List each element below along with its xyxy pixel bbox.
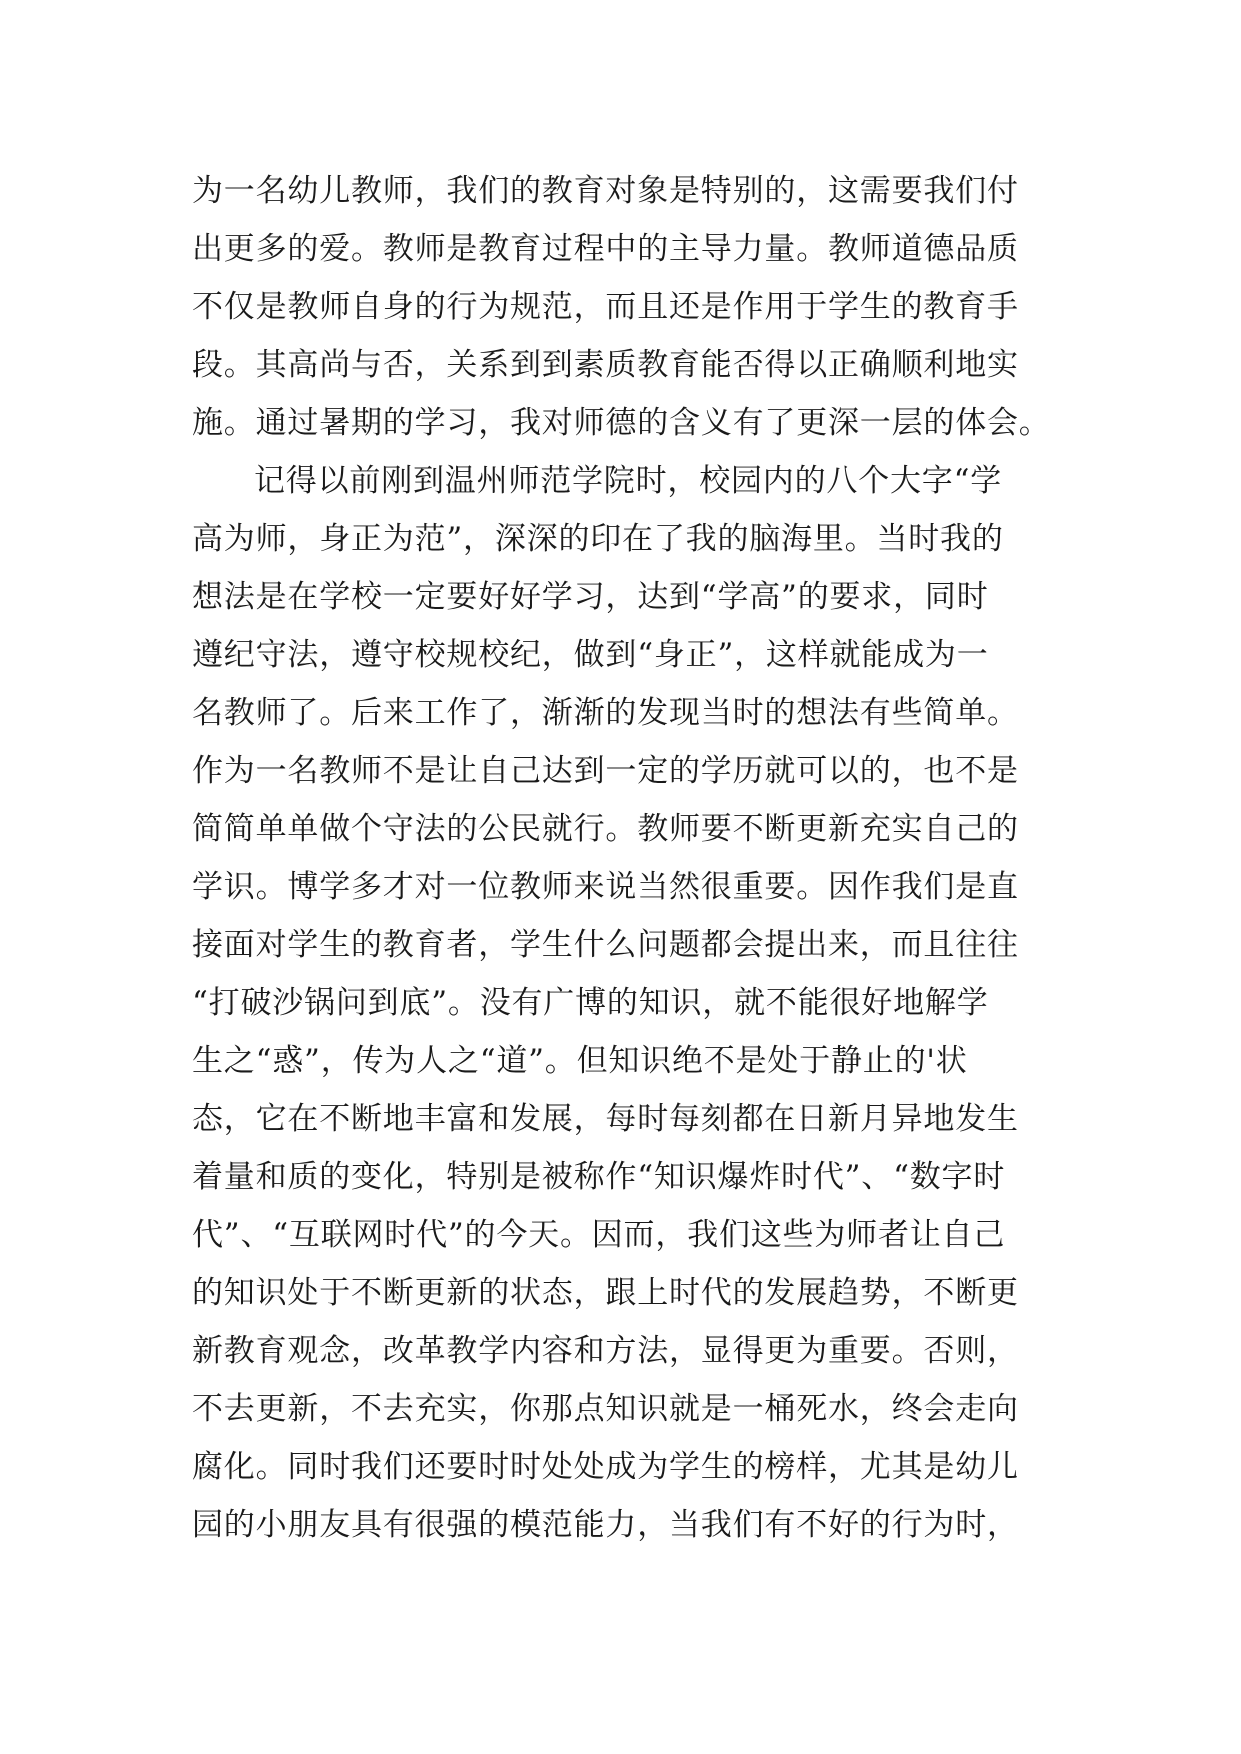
text-line: 为一名幼儿教师，我们的教育对象是特别的，这需要我们付 — [192, 173, 1019, 209]
text-line: 不去更新，不去充实，你那点知识就是一桶死水，终会走向 — [192, 1391, 1019, 1427]
text-line: 腐化。同时我们还要时时处处成为学生的榜样，尤其是幼儿 — [192, 1449, 1019, 1485]
text-line: 想法是在学校一定要好好学习，达到“学高”的要求，同时 — [192, 579, 989, 615]
text-line: “打破沙锅问到底”。没有广博的知识，就不能很好地解学 — [192, 985, 989, 1021]
paragraph-start-line: 记得以前刚到温州师范学院时，校园内的八个大字“学 — [254, 463, 1003, 499]
text-line: 施。通过暑期的学习，我对师德的含义有了更深一层的体会。 — [192, 405, 1051, 441]
text-line: 学识。博学多才对一位教师来说当然很重要。因作我们是直 — [192, 869, 1019, 905]
text-line: 段。其高尚与否，关系到到素质教育能否得以正确顺利地实 — [192, 347, 1019, 383]
text-line: 生之“惑”，传为人之“道”。但知识绝不是处于静止的'状 — [192, 1043, 968, 1079]
text-line: 着量和质的变化，特别是被称作“知识爆炸时代”、“数字时 — [192, 1159, 1006, 1195]
text-line: 代”、“互联网时代”的今天。因而，我们这些为师者让自己 — [192, 1217, 1006, 1253]
text-line: 新教育观念，改革教学内容和方法，显得更为重要。否则， — [192, 1333, 1019, 1369]
text-line: 作为一名教师不是让自己达到一定的学历就可以的，也不是 — [192, 753, 1019, 789]
text-line: 简简单单做个守法的公民就行。教师要不断更新充实自己的 — [192, 811, 1019, 847]
text-line: 出更多的爱。教师是教育过程中的主导力量。教师道德品质 — [192, 231, 1019, 267]
text-line: 的知识处于不断更新的状态，跟上时代的发展趋势，不断更 — [192, 1275, 1019, 1311]
text-line: 高为师，身正为范”，深深的印在了我的脑海里。当时我的 — [192, 521, 1004, 557]
text-line: 接面对学生的教育者，学生什么问题都会提出来，而且往往 — [192, 927, 1019, 963]
text-line: 园的小朋友具有很强的模范能力，当我们有不好的行为时， — [192, 1507, 1019, 1543]
body-text — [192, 162, 1072, 1554]
text-line: 遵纪守法，遵守校规校纪，做到“身正”，这样就能成为一 — [192, 637, 989, 673]
text-line: 态，它在不断地丰富和发展，每时每刻都在日新月异地发生 — [192, 1101, 1019, 1137]
text-line: 名教师了。后来工作了，渐渐的发现当时的想法有些简单。 — [192, 695, 1019, 731]
text-line: 不仅是教师自身的行为规范，而且还是作用于学生的教育手 — [192, 289, 1019, 325]
